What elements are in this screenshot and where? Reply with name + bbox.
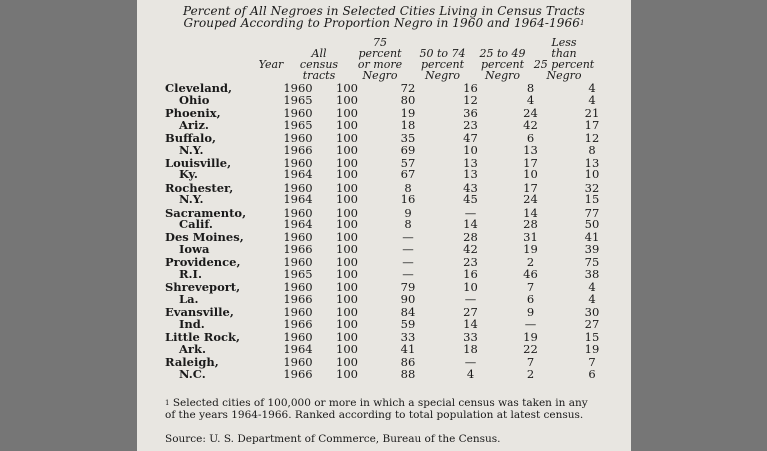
cell-all: 100: [336, 117, 358, 132]
city-name: [137, 180, 278, 195]
cell-p50: —: [464, 205, 477, 220]
cell-p25: 8: [526, 81, 535, 95]
cell-p50: 16: [463, 81, 478, 95]
cell-all: 100: [336, 130, 358, 145]
cell-years: 1960: [283, 255, 313, 270]
table-row: [137, 83, 624, 95]
cell-p25: 19: [523, 242, 538, 257]
city-name: [137, 366, 278, 382]
cell-lt25: 4: [588, 280, 596, 295]
cell-p75: 41: [400, 341, 416, 356]
cell-lt25: 41: [584, 230, 600, 245]
cell-all: 100: [336, 280, 358, 295]
cell-lt25: 21: [584, 105, 600, 120]
cell-p50: 13: [463, 155, 478, 170]
cell-all: 100: [336, 81, 358, 95]
cell-p50: 14: [463, 316, 478, 331]
cell-lt25: 39: [584, 242, 600, 257]
table-row: [137, 357, 624, 369]
cell-p25: 2: [526, 366, 535, 381]
cell-p75: 84: [400, 305, 416, 320]
cell-p50: 28: [463, 230, 478, 245]
cell-all: 100: [336, 305, 358, 320]
cell-all: 100: [336, 366, 358, 381]
cell-lt25: 6: [588, 366, 596, 381]
cell-p50: 43: [463, 180, 478, 195]
cell-p50: 36: [463, 105, 478, 120]
data-table: [137, 83, 624, 382]
cell-p75: 72: [400, 81, 416, 95]
cell-p50: 47: [463, 130, 478, 145]
table-title: [137, 5, 631, 29]
cell-p75: 90: [400, 291, 416, 306]
cell-p25: 2: [526, 255, 535, 270]
cell-p25: 7: [526, 280, 535, 295]
cell-p50: 18: [463, 341, 478, 356]
city-line-2: N.C.: [179, 366, 206, 381]
city-name: [137, 332, 278, 344]
cell-lt25: 77: [584, 205, 600, 220]
city-line-1: Louisville,: [165, 155, 232, 170]
cell-all: 100: [336, 230, 358, 245]
footnote-mark: 1: [165, 399, 170, 407]
city-line-2: Ariz.: [179, 117, 209, 132]
cell-years: 1960: [283, 305, 313, 320]
cell-p75: —: [402, 242, 414, 257]
cell-all: 100: [336, 167, 358, 182]
cell-p75: 80: [400, 92, 416, 107]
cell-all: 100: [336, 105, 358, 120]
city-line-1: Cleveland,: [165, 81, 233, 95]
cell-lt25: 50: [584, 217, 600, 232]
cell-years: 1965: [283, 117, 313, 132]
city-line-2: Ky.: [179, 167, 198, 182]
table-row: [137, 108, 624, 120]
cell-all: 100: [336, 255, 358, 270]
cell-lt25: 27: [584, 316, 600, 331]
city-line-2: Iowa: [179, 242, 210, 257]
cell-p25: 17: [523, 155, 538, 170]
cell-p25: 42: [523, 117, 538, 132]
city-line-2: N.Y.: [179, 192, 204, 207]
title-line-1: Percent of All Negroes in Selected Cities Living in Census Tracts: [182, 4, 586, 18]
cell-p25: —: [524, 316, 537, 331]
cell-lt25: 75: [584, 255, 600, 270]
cell-lt25: 13: [584, 155, 600, 170]
cell-lt25: 8: [588, 142, 596, 157]
city-line-2: Calif.: [179, 217, 213, 232]
city-name: [137, 130, 278, 145]
cell-p50: 10: [463, 142, 478, 157]
cell-p75: 18: [400, 117, 416, 132]
table-row: [137, 183, 624, 195]
cell-p75: 57: [400, 155, 416, 170]
cell-p25: 24: [523, 192, 538, 207]
cell-years: 1966: [283, 291, 313, 306]
cell-p50: 4: [466, 366, 475, 381]
cell-p75: 19: [400, 105, 416, 120]
cell-p25: 7: [526, 354, 535, 369]
cell-years: 1964: [283, 217, 313, 232]
cell-p50: 42: [463, 242, 478, 257]
cell-p50: 33: [463, 330, 478, 345]
table-row: [137, 307, 624, 319]
cell-years: 1960: [283, 230, 313, 245]
cell-p50: 10: [463, 280, 478, 295]
cell-p25: 31: [523, 230, 538, 245]
city-line-1: Sacramento,: [165, 205, 247, 220]
cell-p50: 45: [463, 192, 478, 207]
city-line-1: Phoenix,: [165, 105, 221, 120]
cell-p50: 23: [463, 255, 478, 270]
cell-years: 1964: [283, 192, 313, 207]
cell-p25: 10: [523, 167, 538, 182]
title-line-2-text: Grouped According to Proportion Negro in 1960 and 1964-1966: [183, 16, 580, 30]
header-25-49-percent: 25 to 49 percent Negro: [479, 47, 526, 82]
cell-years: 1966: [283, 366, 313, 381]
table-row: [137, 257, 624, 269]
cell-p25: 28: [523, 217, 538, 232]
cell-p50: 14: [463, 217, 478, 232]
table-row: [137, 369, 624, 382]
cell-years: 1960: [283, 155, 313, 170]
table-row: [137, 133, 624, 145]
cell-years: 1966: [283, 242, 313, 257]
city-name: [137, 257, 278, 269]
cell-p75: 35: [400, 130, 416, 145]
city-line-1: Rochester,: [165, 180, 234, 195]
cell-p25: 9: [526, 305, 535, 320]
cell-years: 1960: [283, 81, 313, 95]
cell-all: 100: [336, 217, 358, 232]
cell-p50: 23: [463, 117, 478, 132]
cell-p75: 88: [400, 366, 416, 381]
title-footnote-mark: 1: [579, 19, 585, 27]
cell-years: 1960: [283, 130, 313, 145]
cell-years: 1960: [283, 105, 313, 120]
cell-lt25: 4: [588, 81, 596, 95]
cell-p75: 9: [404, 205, 412, 220]
cell-all: 100: [336, 192, 358, 207]
city-line-2: Ind.: [179, 316, 205, 331]
cell-p75: 16: [400, 192, 416, 207]
cell-years: 1960: [283, 280, 313, 295]
cell-p50: 12: [463, 92, 478, 107]
cell-lt25: 4: [588, 291, 596, 306]
city-line-2: La.: [179, 291, 199, 306]
cell-p25: 4: [526, 92, 535, 107]
city-line-1: Raleigh,: [165, 354, 219, 369]
cell-lt25: 30: [584, 305, 600, 320]
cell-lt25: 32: [584, 180, 600, 195]
city-line-1: Shreveport,: [165, 280, 241, 295]
cell-p75: 8: [404, 217, 412, 232]
footnote: [165, 397, 595, 421]
header-75-percent: 75 percent or more Negro: [357, 36, 403, 82]
header-all-tracts: All census tracts: [299, 47, 339, 82]
cell-years: 1964: [283, 341, 313, 356]
cell-lt25: 38: [584, 267, 600, 282]
table-row: [137, 332, 624, 344]
cell-p50: —: [464, 291, 477, 306]
cell-p75: 86: [400, 354, 416, 369]
cell-p75: —: [402, 255, 414, 270]
city-line-1: Providence,: [165, 255, 241, 270]
city-name: [137, 282, 278, 294]
cell-all: 100: [336, 180, 358, 195]
cell-p25: 24: [523, 105, 538, 120]
cell-years: 1966: [283, 142, 313, 157]
table-row: [137, 282, 624, 294]
document-page: [137, 0, 631, 451]
cell-all: 100: [336, 92, 358, 107]
cell-lt25: 19: [584, 341, 600, 356]
cell-lt25: 15: [584, 330, 600, 345]
cell-all: 100: [336, 142, 358, 157]
cell-p25: 19: [523, 330, 538, 345]
cell-p50: 27: [463, 305, 478, 320]
cell-all: 100: [336, 341, 358, 356]
city-name: [137, 307, 278, 319]
cell-years: 1960: [283, 354, 313, 369]
cell-p75: 59: [400, 316, 416, 331]
cell-all: 100: [336, 267, 358, 282]
city-line-2: Ark.: [179, 341, 206, 356]
footnote-text: Selected cities of 100,000 or more in which a special census was taken in any of the years 1964-1966. Ranked according to total population at latest census.: [165, 397, 588, 421]
cell-p50: 13: [463, 167, 478, 182]
cell-p25: 22: [523, 341, 538, 356]
table-row: [137, 158, 624, 170]
cell-lt25: 7: [588, 354, 596, 369]
cell-p50: 16: [463, 267, 478, 282]
cell-p75: 33: [400, 330, 416, 345]
header-year: Year: [258, 58, 284, 71]
city-line-1: Little Rock,: [165, 330, 240, 345]
header-50-74-percent: 50 to 74 percent Negro: [419, 47, 466, 82]
city-line-1: Buffalo,: [165, 130, 217, 145]
city-line-1: Evansville,: [165, 305, 234, 320]
cell-all: 100: [336, 291, 358, 306]
city-name: [137, 155, 278, 170]
cell-years: 1966: [283, 316, 313, 331]
city-line-1: Des Moines,: [165, 230, 244, 245]
cell-p75: —: [402, 267, 414, 282]
cell-p75: 8: [404, 180, 412, 195]
cell-all: 100: [336, 330, 358, 345]
cell-all: 100: [336, 155, 358, 170]
source-line: Source: U. S. Department of Commerce, Bureau of the Census.: [165, 433, 501, 445]
city-line-2: Ohio: [179, 92, 210, 107]
city-name: [137, 354, 278, 369]
cell-p50: —: [464, 354, 477, 369]
cell-years: 1960: [283, 180, 313, 195]
header-less-25-percent: Less than 25 percent Negro: [533, 36, 595, 82]
cell-p25: 46: [523, 267, 538, 282]
cell-lt25: 15: [584, 192, 600, 207]
cell-p75: —: [402, 230, 414, 245]
cell-p25: 17: [523, 180, 538, 195]
cell-p25: 6: [526, 291, 535, 306]
city-line-2: N.Y.: [179, 142, 204, 157]
cell-p25: 13: [523, 142, 538, 157]
cell-years: 1965: [283, 267, 313, 282]
cell-p25: 14: [523, 205, 538, 220]
cell-lt25: 4: [588, 92, 596, 107]
cell-p75: 67: [400, 167, 416, 182]
city-line-2: R.I.: [179, 267, 202, 282]
cell-lt25: 10: [584, 167, 600, 182]
cell-years: 1960: [283, 205, 313, 220]
cell-years: 1965: [283, 92, 313, 107]
cell-all: 100: [336, 205, 358, 220]
cell-all: 100: [336, 242, 358, 257]
table-row: [137, 232, 624, 244]
title-line-2: [137, 17, 631, 29]
cell-all: 100: [336, 316, 358, 331]
cell-p25: 6: [526, 130, 535, 145]
cell-years: 1960: [283, 330, 313, 345]
cell-lt25: 12: [584, 130, 600, 145]
cell-p75: 69: [400, 142, 416, 157]
cell-years: 1964: [283, 167, 313, 182]
cell-lt25: 17: [584, 117, 600, 132]
cell-p75: 79: [400, 280, 416, 295]
cell-all: 100: [336, 354, 358, 369]
